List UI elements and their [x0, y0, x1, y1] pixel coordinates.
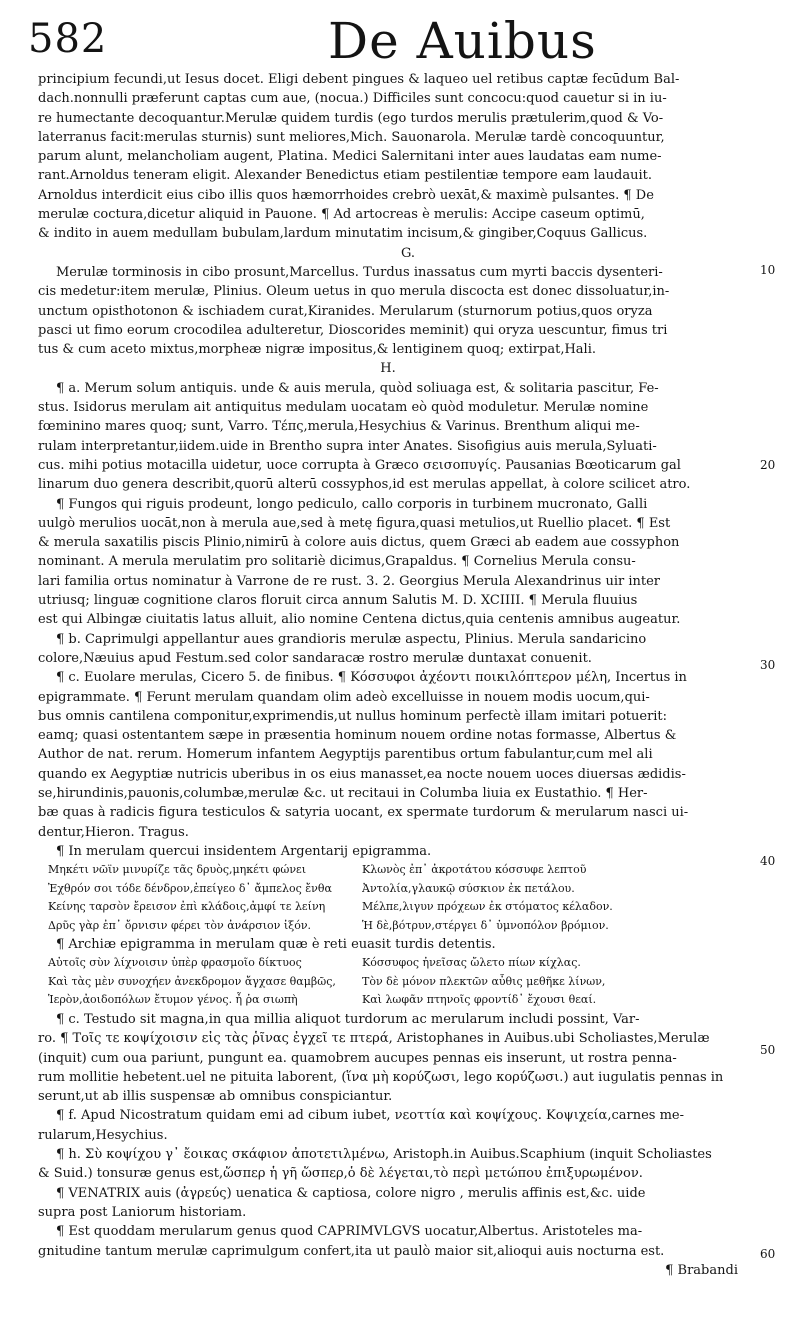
text-line: re humectante decoquantur.Merulæ quidem turdis (ego turdos merulis prætulerim,quod & Vo- [38, 110, 664, 126]
text-line: rulam interpretantur,iidem.uide in Brentho supra inter Anates. Sisofigius auis merula,Syluati- [38, 438, 657, 454]
text-line: ¶ f. Apud Nicostratum quidam emi ad cibum iubet, νεοττία καὶ κοψίχους. Κοψιχεία,carnes me- [56, 1108, 684, 1124]
text-line: eamq; quasi ostentantem sæpe in præsentia hominum nouem ordine notas formasse, Albertus & [38, 728, 677, 744]
text-line: ¶ In merulam quercui insidentem Argentarij epigramma. [56, 843, 432, 859]
text-line: pasci ut fimo eorum crocodilea adulteretur, Dioscorides meminit) qui oryza uescuntur, fimus tri [38, 322, 668, 338]
greek-verse-right: Μέλπε,λιγυν πρόχεων ἐκ στόματος κέλαδον. [362, 900, 613, 914]
greek-verse-left: Μηκέτι νῶϊν μινυρίζε τᾶς δρυὸς,μηκέτι φώνει [48, 863, 307, 877]
text-line: parum alunt, melancholiam augent, Platina. Medici Salernitani inter aues laudatas eam nume- [38, 149, 662, 165]
text-line: ro. ¶ Τοῖς τε κοψίχοισιν εἰς τὰς ῥῖνας ἐγχεῖ τε πτερά, Aristophanes in Auibus.ubi Scholiastes,Merulæ [38, 1031, 710, 1047]
greek-verse-right: Ἀντολία,γλαυκῷ σύσκιον ἐκ πετάλου. [362, 881, 575, 895]
section-heading: H. [380, 361, 396, 377]
greek-verse-left: Ἱερὸν,ἀοιδοπόλων ἔτυμον γένος. ἦ ῥα σιωπὴ [48, 993, 298, 1007]
greek-verse-right: Κλωνὸς ἐπ᾽ ἀκροτάτου κόσσυφε λεπτοῦ [362, 863, 587, 877]
margin-line-number: 10 [760, 263, 776, 277]
text-line: rularum,Hesychius. [38, 1127, 168, 1143]
text-line: serunt,ut ab illis suspensæ ab omnibus conspiciantur. [38, 1089, 393, 1105]
text-line: rant.Arnoldus teneram eligit. Alexander Benedictus etiam pestilentiæ tempore eam laudauit. [38, 168, 652, 184]
text-line: ¶ Est quoddam merularum genus quod CAPRIMVLGVS uocatur,Albertus. Aristoteles ma- [56, 1224, 643, 1240]
greek-verse-line [38, 898, 738, 917]
text-line: gnitudine tantum merulæ caprimulgum confert,ita ut paulò maior sit,alioqui auis nocturna est. [38, 1243, 665, 1259]
text-line: laterranus facit:merulas sturnis) sunt meliores,Mich. Sauonarola. Merulæ tardè concoquuntur, [38, 129, 665, 145]
greek-verse-line [38, 861, 738, 880]
text-line: lari familia ortus nominatur à Varrone de re rust. 3. 2. Georgius Merula Alexandrinus uir inter [38, 573, 661, 589]
greek-verse-right: Τὸν δὲ μόνον πλεκτῶν αὖθις μεθῆκε λίνων, [362, 974, 606, 988]
text-line: fœminino mares quoq; sunt, Varro. Τέπς,merula,Hesychius & Varinus. Brenthum aliqui me- [38, 419, 640, 435]
text-line: dach.nonnulli præferunt captas cum aue, (nocua.) Difficiles sunt concocu:quod cauetur si in iu- [38, 91, 667, 107]
text-line: nominant. A merula merulatim pro solitariè dicimus,Grapaldus. ¶ Cornelius Merula consu- [38, 554, 636, 570]
text-line: & indito in auem medullam bubulam,lardum minutatim incisum,& gingiber,Coquus Gallicus. [38, 226, 648, 242]
text-line: unctum opisthotonon & ischiadem curat,Kiranides. Merularum (sturnorum potius,quos oryza [38, 303, 653, 319]
text-line: supra post Laniorum historiam. [38, 1204, 247, 1220]
text-line: bæ quas à radicis figura testiculos & satyria uocant, ex spermate turdorum & merularum nasci ui- [38, 805, 689, 821]
text-line: est qui Albingæ ciuitatis latus alluit, alio nomine Centena dictus,quia centenis amnibus augeatur. [38, 612, 681, 628]
text-line: colore,Næuius apud Festum.sed color sandaracæ rostro merulæ duntaxat conuenit. [38, 650, 592, 666]
margin-line-number: 60 [760, 1247, 776, 1261]
section-heading: G. [400, 245, 416, 261]
greek-verse-right: Καὶ λωφᾶν πτηνοῖς φροντίδ᾽ ἔχουσι θεαί. [362, 993, 597, 1007]
text-line: ¶ c. Testudo sit magna,in qua millia aliquot turdorum ac merularum includi possint, Var- [56, 1011, 640, 1027]
text-line: cus. mihi potius motacilla uidetur, uoce corrupta à Græco σεισοπυγίς. Pausanias Bœoticarum gal [38, 457, 681, 473]
text-line: ¶ h. Σὺ κοψίχου γ᾽ ἔοικας σκάφιον ἀποτετιλμένω, Aristoph.in Auibus.Scaphium (inquit Scholiastes [56, 1147, 712, 1163]
text-line: & merula saxatilis piscis Plinio,nimirū à colore auis dictus, quem Græci ab eadem aue cossyphon [38, 535, 680, 551]
greek-verse-line [38, 973, 738, 992]
catchword: ¶ Brabandi [665, 1262, 738, 1278]
greek-verse-left: Δρῦς γὰρ ἐπ᾽ ὄρνισιν φέρει τὸν ἀνάρσιον ἰξόν. [48, 918, 312, 932]
text-line: epigrammate. ¶ Ferunt merulam quandam olim adeò excelluisse in nouem modis uocum,qui- [38, 689, 650, 705]
text-line: utriusq; linguæ cognitione claros floruit circa annum Salutis M. D. XCIIII. ¶ Merula fluuius [38, 593, 638, 609]
greek-verse-left: Καὶ τὰς μὲν συνοχήεν ἀνεκδρομον ἄγχασε θαμβῶς, [48, 974, 336, 988]
text-line: tus & cum aceto mixtus,morpheæ nigræ impositus,& lentiginem quoq; extirpat,Hali. [38, 342, 596, 358]
greek-verse-line [38, 917, 738, 936]
greek-verse-left: Κείνης ταρσὸν ἔρεισον ἐπὶ κλάδοις,ἀμφί τε λείνη [48, 900, 326, 914]
text-line: merulæ coctura,dicetur aliquid in Pauone. ¶ Ad artocreas è merulis: Accipe caseum optimū, [38, 207, 645, 223]
text-line: ¶ c. Euolare merulas, Cicero 5. de finibus. ¶ Κόσσυφοι ἀχέοντι ποικιλόπτερον μέλη, Incertus in [56, 670, 687, 686]
text-line: & Suid.) tonsuræ genus est,ὥσπερ ἡ γῆ ὥσπερ,ὁ δὲ λέγεται,τὸ περὶ μετώπου ἐπιξυρωμένον. [38, 1166, 643, 1182]
text-line: Merulæ torminosis in cibo prosunt,Marcellus. Turdus inassatus cum myrti baccis dysenteri- [56, 264, 663, 280]
margin-line-number: 50 [760, 1043, 776, 1057]
text-line: rum mollitie hebetent.uel ne pituita laborent, (ἵνα μὴ κορύζωσι, lego κορύζωσι.) aut iugulatis pennas in [38, 1069, 724, 1085]
text-line: ¶ b. Caprimulgi appellantur aues grandioris merulæ aspectu, Plinius. Merula sandaricino [56, 631, 647, 647]
text-line: ¶ Fungos qui riguis prodeunt, longo pediculo, callo corporis in turbinem mucronato, Galli [56, 496, 648, 512]
page-number: 582 [28, 16, 108, 62]
text-line: se,hirundinis,pauonis,columbæ,merulæ &c. ut recitaui in Columba liuia ex Eustathio. ¶ Her- [38, 785, 648, 801]
text-line: cis medetur:item merulæ, Plinius. Oleum uetus in quo merula discocta est donec dissoluatur,in- [38, 284, 670, 300]
greek-verse-right: Κόσσυφος ἠνεῖσας ὤλετο πίων κίχλας. [362, 956, 581, 970]
margin-line-number: 40 [760, 854, 776, 868]
text-body [38, 70, 738, 1280]
text-line: ¶ VENATRIX auis (ἀγρεύς) uenatica & captiosa, colore nigro , merulis affinis est,&c. uide [56, 1185, 646, 1201]
text-line: dentur,Hieron. Tragus. [38, 824, 189, 840]
text-line: principium fecundi,ut Iesus docet. Eligi debent pingues & laqueo uel retibus captæ fecūdum Bal- [38, 72, 680, 87]
text-line: bus omnis cantilena componitur,exprimendis,ut nullus hominum perfectè illam imitari potuerit: [38, 708, 668, 724]
greek-verse-right: Ἡ δὲ,βότρυν,στέργει δ᾽ ὑμνοπόλον βρόμιον. [362, 918, 609, 932]
text-line: Author de nat. rerum. Homerum infantem Aegyptijs parentibus ortum fabulantur,cum mel ali [38, 747, 653, 763]
text-line: ¶ a. Merum solum antiquis. unde & auis merula, quòd soliuaga est, & solitaria pascitur, Fe- [56, 380, 659, 396]
text-line: linarum duo genera describit,quorū alterū cossyphos,id est merulas appellat, à colore scilicet atro. [38, 477, 691, 493]
text-line: quando ex Aegyptiæ nutricis uberibus in os eius manasset,ea nocte nouem uoces diuersas ædidis- [38, 766, 686, 782]
greek-verse-left: Αὐτοῖς σὺν λίχνοισιν ὑπὲρ φρασμοῖο δίκτυος [48, 956, 302, 970]
text-line: uulgò merulios uocāt,non à merula aue,sed à metę figura,quasi metulios,ut Ruellio placet. ¶ Est [38, 515, 671, 531]
text-line: (inquit) cum oua pariunt, pungunt ea. quamobrem aucupes pennas eis inserunt, ut rostra penna- [38, 1050, 677, 1066]
margin-line-number: 20 [760, 458, 776, 472]
greek-verse-line [38, 991, 738, 1010]
running-title: De Auibus [328, 12, 597, 70]
greek-verse-line [38, 954, 738, 973]
text-line: ¶ Archiæ epigramma in merulam quæ è reti euasit turdis detentis. [56, 937, 496, 953]
text-line: Arnoldus interdicit eius cibo illis quos hæmorrhoides crebrò uexāt,& maximè pulsantes. ¶ De [38, 187, 654, 203]
greek-verse-left: Ἐχθρόν σοι τόδε δένδρον,ἐπείγεο δ᾽ ἄμπελος ἔνθα [48, 881, 332, 895]
page-header [28, 12, 768, 68]
margin-line-number: 30 [760, 658, 776, 672]
text-line: stus. Isidorus merulam ait antiquitus medulam uocatam eò quòd moduletur. Merulæ nomine [38, 400, 649, 416]
greek-verse-line [38, 880, 738, 899]
